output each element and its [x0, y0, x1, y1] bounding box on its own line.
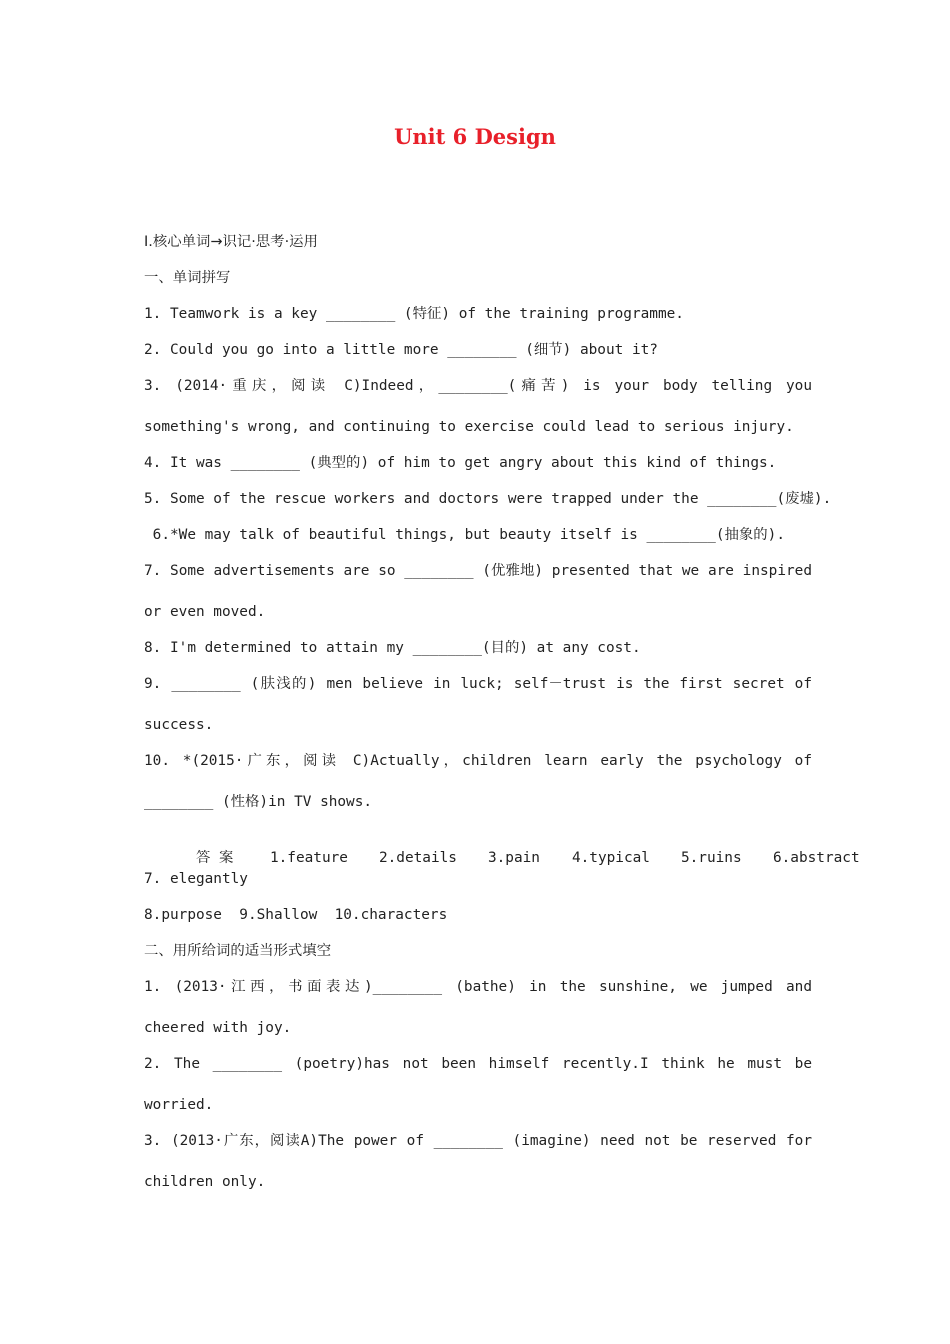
page-title: Unit 6 Design	[394, 124, 556, 149]
question-line: 1. (2013·江西，书面表达)________ (bathe) in the sunshine, we jumped and	[144, 979, 812, 995]
question-line: worried.	[144, 1097, 214, 1113]
question-line: 2. The ________ (poetry)has not been himself recently.I think he must be	[144, 1056, 812, 1072]
question-line: 6.*We may talk of beautiful things, but beauty itself is ________(抽象的).	[144, 527, 785, 543]
part-heading: 二、用所给词的适当形式填空	[144, 943, 332, 959]
answer-label: 答 案	[195, 850, 234, 866]
answer-line: 7. elegantly	[144, 871, 248, 887]
question-line: or even moved.	[144, 604, 266, 620]
question-line: cheered with joy.	[144, 1020, 292, 1036]
answer-item: 4.typical	[571, 850, 650, 866]
question-line: children only.	[144, 1174, 266, 1190]
question-line: 3. (2014·重庆，阅读 C)Indeed，________(痛苦) is your body telling you	[144, 378, 812, 394]
question-line: 1. Teamwork is a key ________ (特征) of the training programme.	[144, 306, 684, 322]
answer-item: 1.feature	[269, 850, 348, 866]
question-line: 4. It was ________ (典型的) of him to get angry about this kind of things.	[144, 455, 777, 471]
question-line: 3. (2013·广东，阅读A)The power of ________ (imagine) need not be reserved for	[144, 1133, 812, 1149]
answer-item: 2.details	[378, 850, 457, 866]
answer-item: 6.abstract	[772, 850, 860, 866]
question-line: something's wrong, and continuing to exercise could lead to serious injury.	[144, 419, 794, 435]
question-line: 2. Could you go into a little more ________ (细节) about it?	[144, 342, 658, 358]
question-line: success.	[144, 717, 214, 733]
answer-item: 3.pain	[487, 850, 540, 866]
answer-line: 8.purpose 9.Shallow 10.characters	[144, 907, 448, 923]
question-line: 7. Some advertisements are so ________ (优雅地) presented that we are inspired	[144, 563, 812, 579]
question-line: 8. I'm determined to attain my ________(目的) at any cost.	[144, 640, 641, 656]
question-line: 10. *(2015·广东，阅读 C)Actually，children learn early the psychology of	[144, 753, 812, 769]
question-line: 9. ________ (肤浅的) men believe in luck; self－trust is the first secret of	[144, 676, 812, 692]
part-heading: 一、单词拼写	[144, 270, 231, 286]
answer-item: 5.ruins	[680, 850, 742, 866]
question-line: 5. Some of the rescue workers and doctors were trapped under the ________(废墟).	[144, 491, 832, 507]
question-line: ________ (性格)in TV shows.	[144, 794, 373, 810]
section-heading: Ⅰ.核心单词→识记·思考·运用	[144, 234, 318, 250]
